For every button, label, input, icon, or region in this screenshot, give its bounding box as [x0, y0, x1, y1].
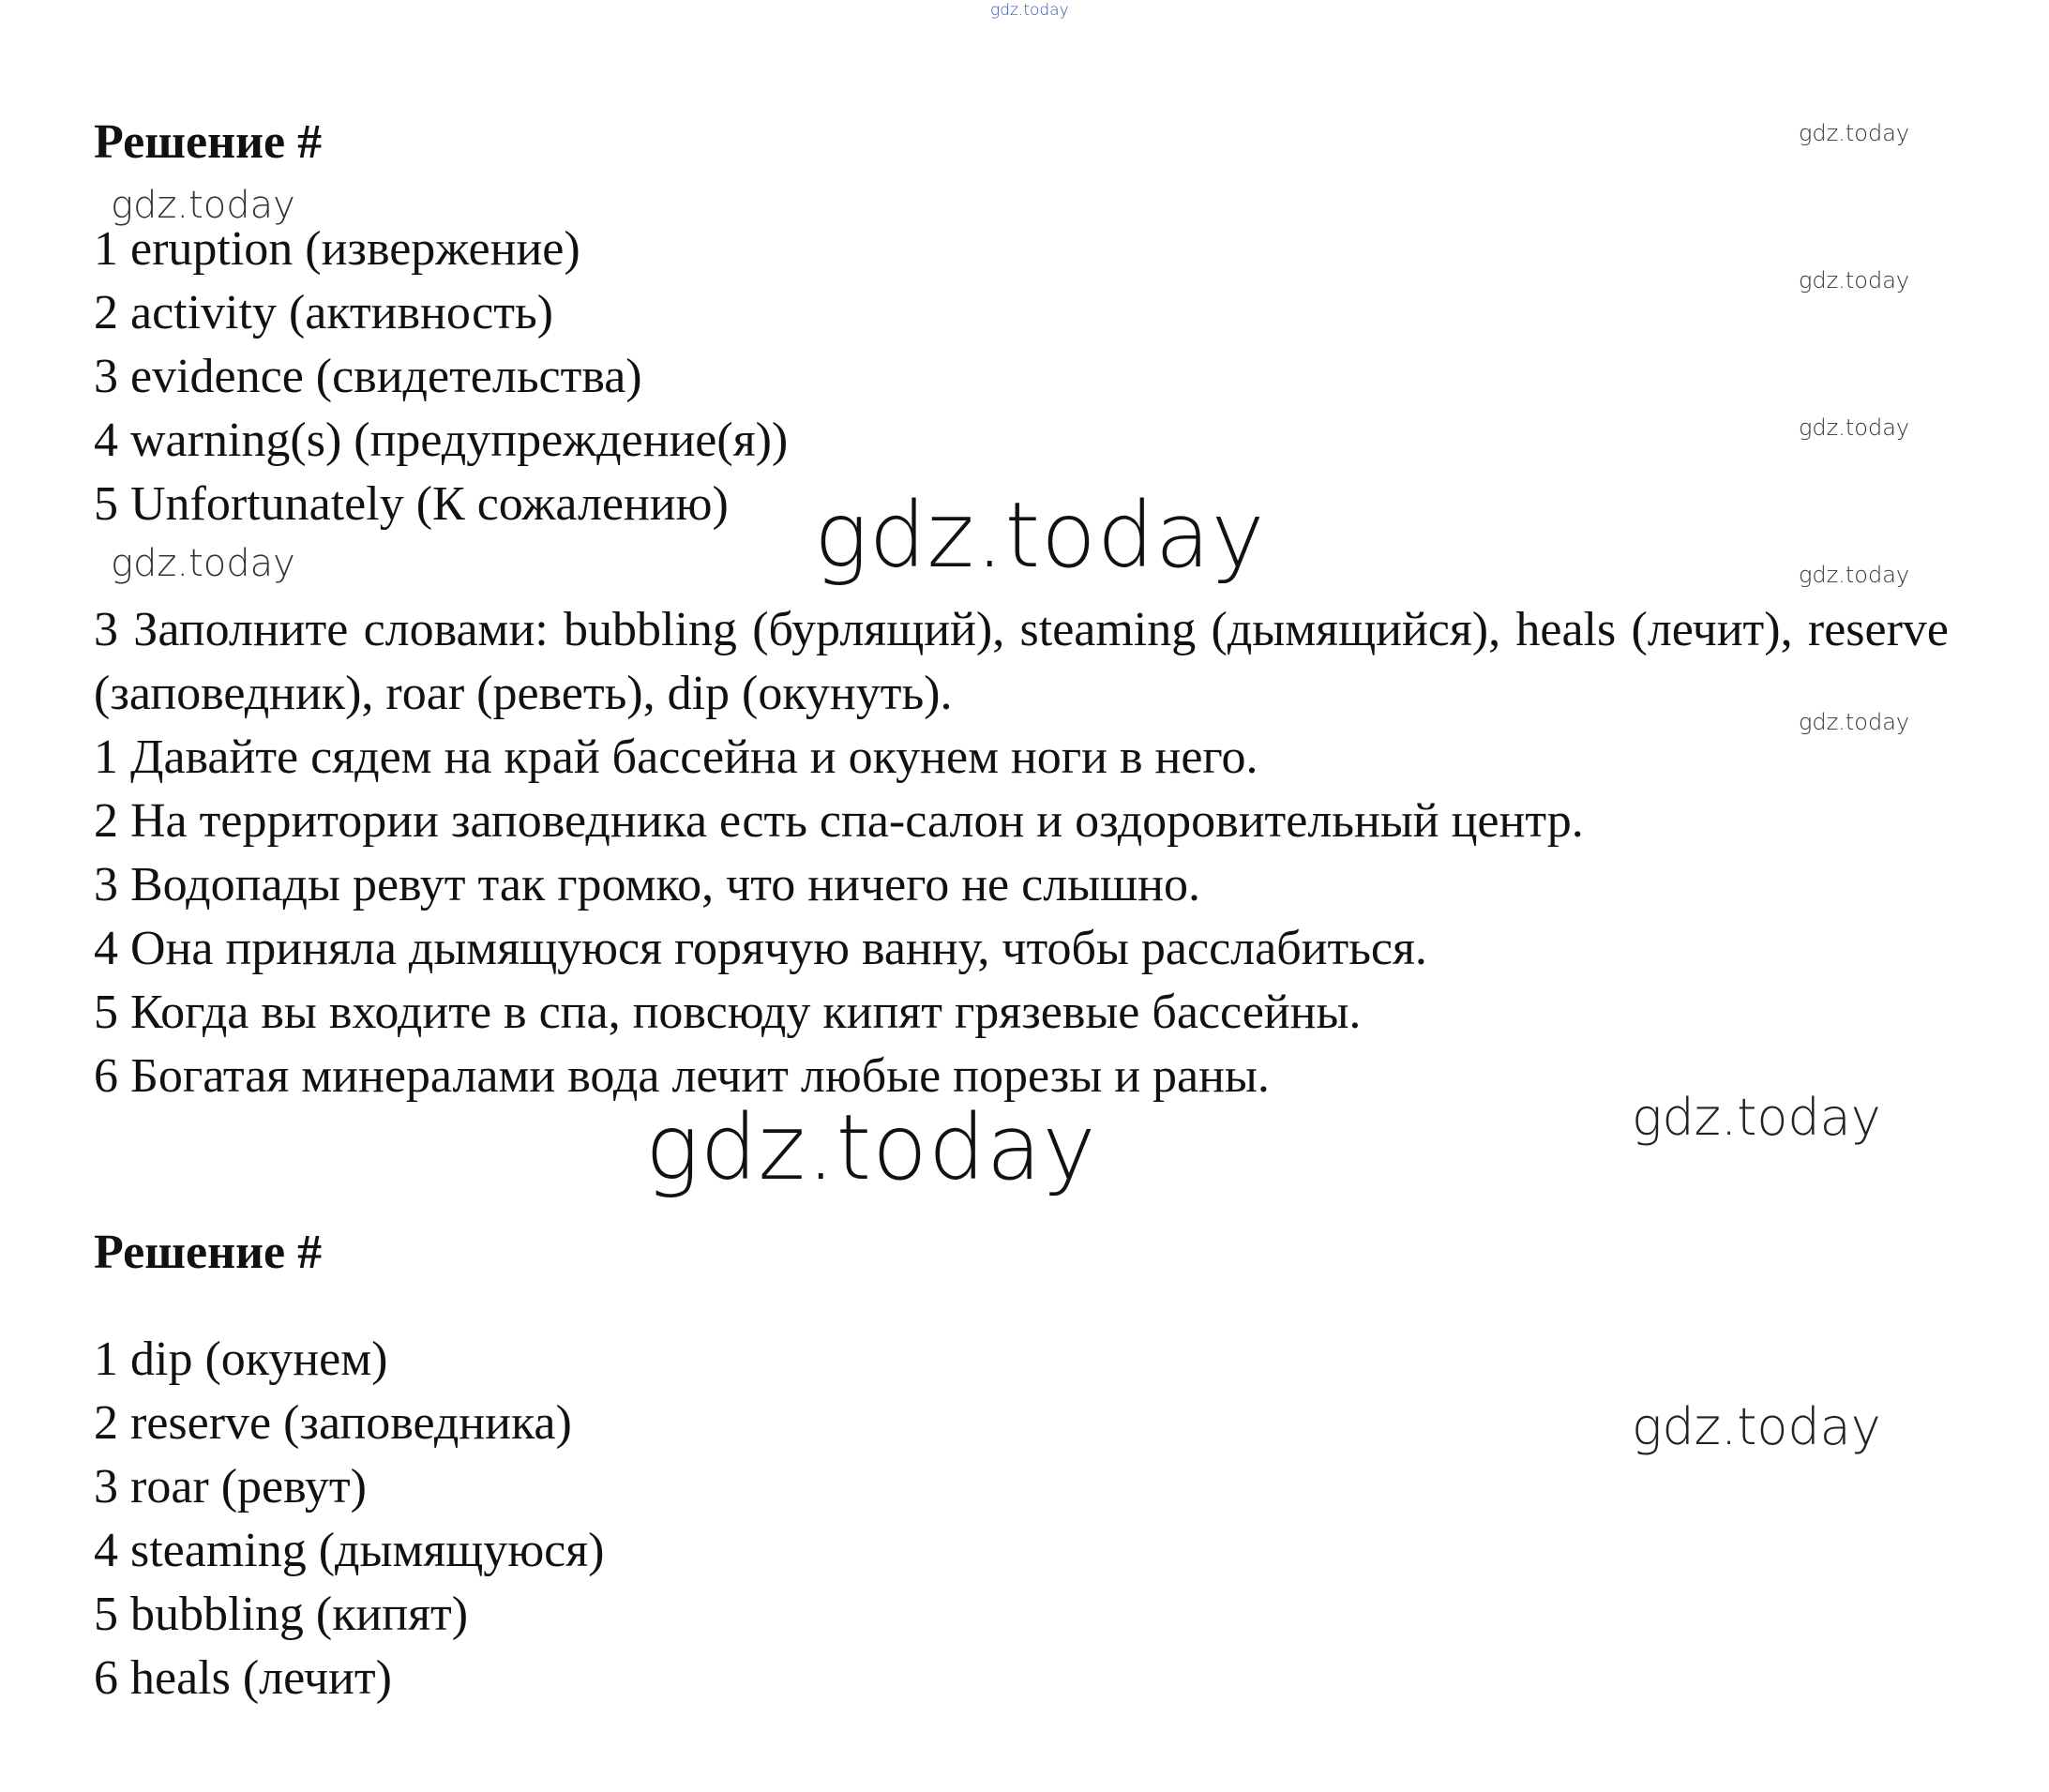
section2-answer-list	[94, 1328, 604, 1710]
task3-instruction: 3 Заполните словами: bubbling (бурлящий), steaming (дымящийся), heals (лечит), reserve (заповедник), roar (реветь), dip (окунуть).	[94, 603, 1949, 720]
watermark-center-1: gdz.today	[814, 483, 1266, 588]
list-item: 5 Когда вы входите в спа, повсюду кипят грязевые бассейны.	[94, 986, 1362, 1039]
list-item: 2 На территории заповедника есть спа-салон и оздоровительный центр.	[94, 794, 1584, 848]
list-item: 1 eruption (извержение)	[94, 222, 580, 276]
watermark-left-2: gdz.today	[111, 542, 295, 585]
list-item: 1 Давайте сядем на край бассейна и окунем ноги в него.	[94, 730, 1258, 784]
watermark-right-1: gdz.today	[1799, 120, 1910, 146]
list-item: 3 Водопады ревут так громко, что ничего не слышно.	[94, 858, 1200, 911]
watermark-right-3: gdz.today	[1799, 414, 1910, 441]
watermark-top: gdz.today	[990, 1, 1069, 20]
list-item: 2 reserve (заповедника)	[94, 1396, 572, 1450]
list-item: 4 steaming (дымящуюся)	[94, 1524, 605, 1577]
list-item: 4 warning(s) (предупреждение(я))	[94, 414, 789, 467]
list-item: 3 evidence (свидетельства)	[94, 350, 642, 403]
section1-answer-list	[94, 218, 788, 536]
section2-heading: Решение #	[94, 1226, 323, 1279]
watermark-right-4: gdz.today	[1799, 562, 1910, 588]
list-item: 6 heals (лечит)	[94, 1651, 392, 1705]
list-item: 3 roar (ревут)	[94, 1460, 367, 1513]
list-item: 5 bubbling (кипят)	[94, 1588, 469, 1641]
watermark-right-large-2: gdz.today	[1632, 1397, 1881, 1456]
watermark-left-1: gdz.today	[111, 184, 295, 227]
list-item: 1 dip (окунем)	[94, 1333, 388, 1386]
task3-sentence-list	[94, 726, 1584, 1108]
list-item: 2 activity (активность)	[94, 286, 553, 339]
watermark-right-large-1: gdz.today	[1632, 1088, 1881, 1147]
section1-heading: Решение #	[94, 115, 323, 169]
list-item: 5 Unfortunately (К сожалению)	[94, 477, 729, 531]
list-item: 6 Богатая минералами вода лечит любые порезы и раны.	[94, 1049, 1270, 1103]
watermark-center-2: gdz.today	[645, 1095, 1097, 1200]
watermark-right-2: gdz.today	[1799, 267, 1910, 294]
list-item: 4 Она приняла дымящуюся горячую ванну, чтобы расслабиться.	[94, 922, 1427, 975]
watermark-right-5: gdz.today	[1799, 709, 1910, 735]
